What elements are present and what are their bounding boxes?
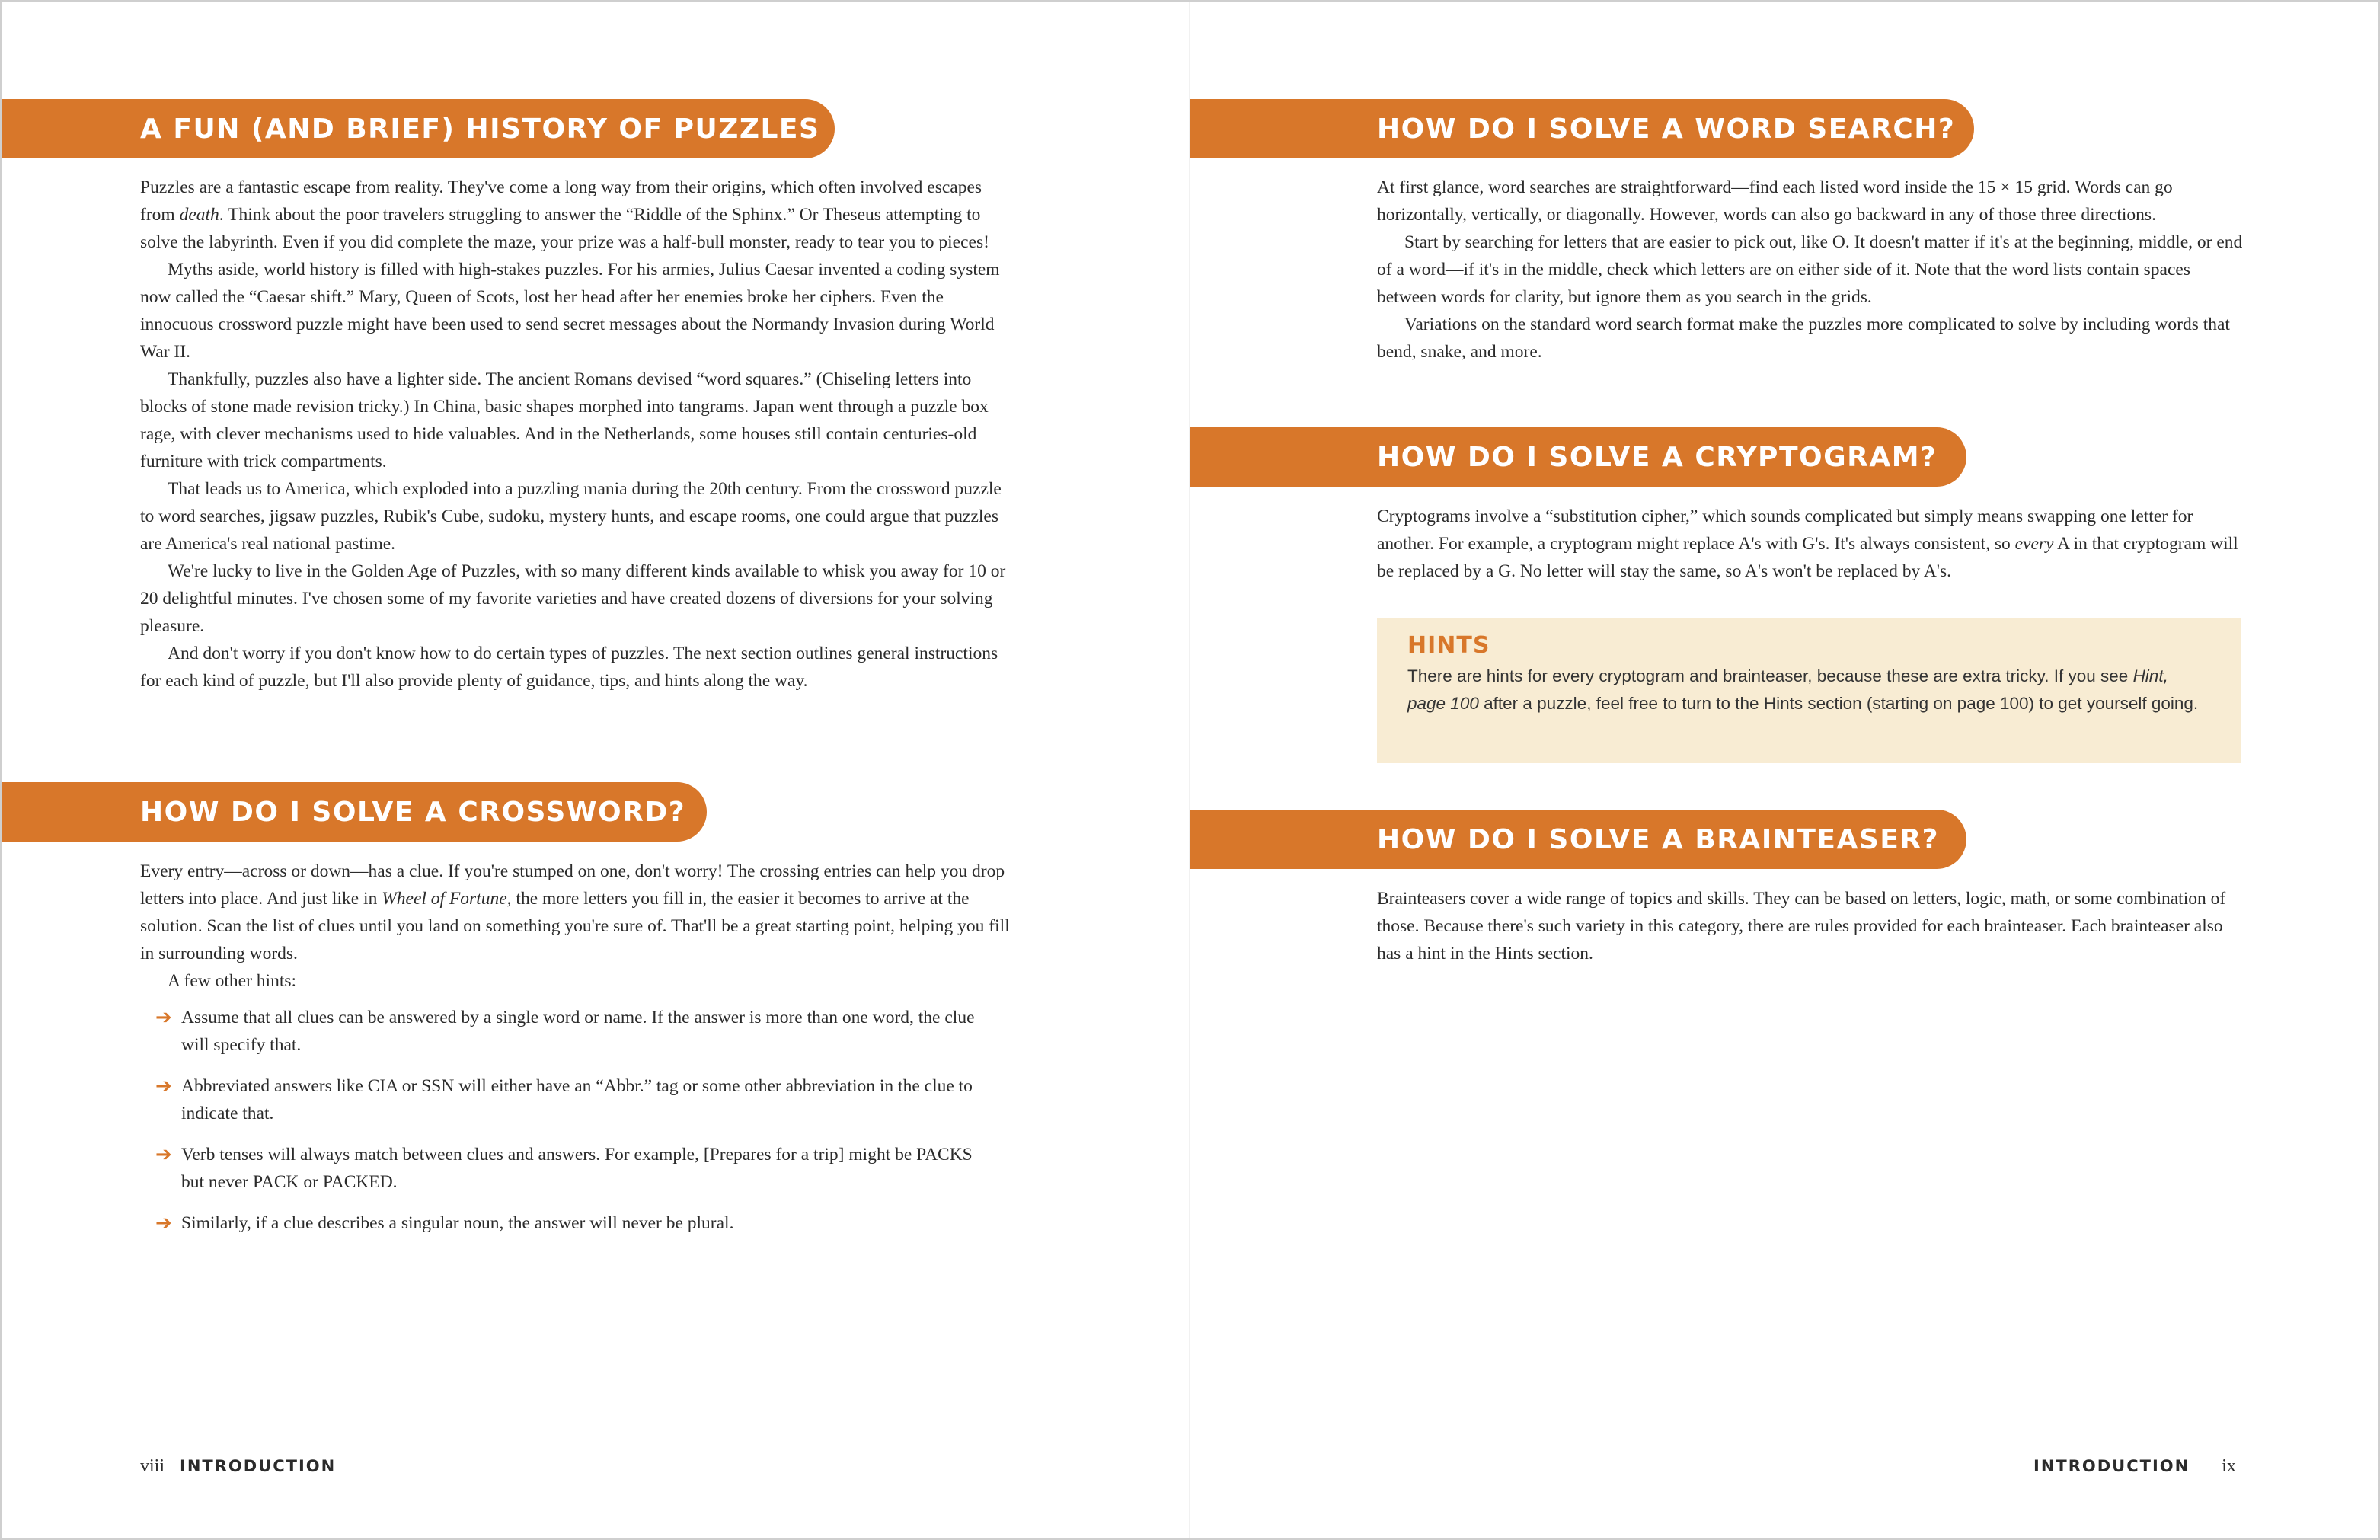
arrow-right-icon: ➔ — [155, 1143, 172, 1166]
crossword-lead: A few other hints: — [168, 971, 297, 991]
crossword-hint-list — [140, 1004, 978, 1237]
arrow-right-icon: ➔ — [155, 1075, 172, 1097]
history-paragraph: We're lucky to live in the Golden Age of Puzzles, with so many different kinds available to whisk you away for 10 or 20 delightful minutes. I've chosen some of my favorite varieties and have created dozens of diversions for your solving pleasure. — [140, 561, 1006, 636]
cryptogram-heading: HOW DO I SOLVE A CRYPTOGRAM? — [1377, 441, 1938, 473]
history-paragraph: Myths aside, world history is filled with high-stakes puzzles. For his armies, Julius Caesar invented a coding system now called the “Caesar shift.” Mary, Queen of Scots, lost her head after her enemies broke her ciphers. Even the innocuous crossword puzzle might have been used to send secret messages about the Normandy Invasion during World War II. — [140, 260, 1000, 362]
crossword-intro: Every entry—across or down—has a clue. If you're stumped on one, don't worry! The crossing entries can help you drop letters into place. And just like in Wheel of Fortune, the more letters you fill in, the easier it becomes to arrive at the solution. Scan the list of clues until you land on something you're sure of. That'll be a great starting point, helping you fill in surrounding words. — [140, 861, 1010, 963]
brainteaser-body — [1377, 885, 2245, 967]
right-page — [1190, 0, 2380, 1540]
hints-title: HINTS — [1407, 632, 1490, 659]
list-item: ➔ Verb tenses will always match between clues and answers. For example, [Prepares for a trip] might be PACKS but never PACK or PACKED. — [140, 1141, 978, 1196]
history-paragraph: That leads us to America, which exploded into a puzzling mania during the 20th century. From the crossword puzzle to word searches, jigsaw puzzles, Rubik's Cube, sudoku, mystery hunts, and escape rooms, one could argue that puzzles are America's real national pastime. — [140, 479, 1002, 554]
arrow-right-icon: ➔ — [155, 1006, 172, 1029]
brainteaser-heading-banner — [1190, 810, 1966, 869]
history-heading-banner — [0, 99, 835, 158]
crossword-body — [140, 858, 1010, 1251]
hints-callout — [1377, 618, 2241, 763]
brainteaser-paragraph: Brainteasers cover a wide range of topics and skills. They can be based on letters, logic, math, or some combination of those. Because there's such variety in this category, there are rules provided for each brainteaser. Each brainteaser also has a hint in the Hints section. — [1377, 889, 2226, 963]
history-body — [140, 174, 1008, 695]
word-search-paragraph: Variations on the standard word search format make the puzzles more complicated to solve by including words that bend, snake, and more. — [1377, 315, 2230, 362]
left-footer — [140, 1456, 336, 1477]
list-item: ➔ Assume that all clues can be answered by a single word or name. If the answer is more than one word, the clue will specify that. — [140, 1004, 978, 1059]
page-number: viii — [140, 1456, 165, 1476]
running-footer-label: INTRODUCTION — [2033, 1457, 2190, 1475]
right-footer — [2033, 1456, 2236, 1477]
brainteaser-heading: HOW DO I SOLVE A BRAINTEASER? — [1377, 823, 1939, 855]
word-search-paragraph: At first glance, word searches are straightforward—find each listed word inside the 15 × 15 grid. Words can go horizontally, vertically, or diagonally. However, words can also go backward in any of those three directions. — [1377, 177, 2173, 225]
word-search-heading-banner — [1190, 99, 1974, 158]
hints-text: There are hints for every cryptogram and brainteaser, because these are extra tricky. If you see Hint, page 100 after a puzzle, feel free to turn to the Hints section (starting on page 100) to get yourself going. — [1407, 666, 2199, 713]
crossword-heading: HOW DO I SOLVE A CROSSWORD? — [140, 796, 686, 828]
cryptogram-body — [1377, 503, 2245, 585]
list-item: ➔ Similarly, if a clue describes a singular noun, the answer will never be plural. — [140, 1209, 978, 1237]
history-paragraph: Puzzles are a fantastic escape from reality. They've come a long way from their origins, which often involved escapes from death. Think about the poor travelers struggling to answer the “Riddle of the Sphinx.” Or Theseus attempting to solve the labyrinth. Even if you did complete the maze, your prize was a half-bull monster, ready to tear you to pieces! — [140, 177, 989, 252]
crossword-heading-banner — [0, 782, 707, 842]
history-paragraph: And don't worry if you don't know how to do certain types of puzzles. The next section outlines general instructions for each kind of puzzle, but I'll also provide plenty of guidance, tips, and hints along the way. — [140, 644, 998, 691]
cryptogram-paragraph: Cryptograms involve a “substitution cipher,” which sounds complicated but simply means swapping one letter for another. For example, a cryptogram might replace A's with G's. It's always consistent, so every A in that cryptogram will be replaced by a G. No letter will stay the same, so A's won't be replaced by A's. — [1377, 506, 2238, 581]
cryptogram-heading-banner — [1190, 427, 1966, 487]
running-footer-label: INTRODUCTION — [180, 1457, 337, 1475]
history-heading: A FUN (AND BRIEF) HISTORY OF PUZZLES — [140, 113, 820, 145]
page-number: ix — [2222, 1456, 2236, 1476]
list-item: ➔ Abbreviated answers like CIA or SSN will either have an “Abbr.” tag or some other abbreviation in the clue to indicate that. — [140, 1072, 978, 1127]
arrow-right-icon: ➔ — [155, 1212, 172, 1235]
word-search-paragraph: Start by searching for letters that are easier to pick out, like O. It doesn't matter if it's at the beginning, middle, or end of a word—if it's in the middle, check which letters are on either side of it. Note that the word lists contain spaces between words for clarity, but ignore them as you search in the grids. — [1377, 232, 2243, 307]
history-paragraph: Thankfully, puzzles also have a lighter side. The ancient Romans devised “word squares.” (Chiseling letters into blocks of stone made revision tricky.) In China, basic shapes morphed into tangrams. Japan went through a puzzle box rage, with clever mechanisms used to hide valuables. And in the Netherlands, some houses still contain centuries-old furniture with trick compartments. — [140, 369, 989, 471]
word-search-heading: HOW DO I SOLVE A WORD SEARCH? — [1377, 113, 1956, 145]
word-search-body — [1377, 174, 2245, 366]
